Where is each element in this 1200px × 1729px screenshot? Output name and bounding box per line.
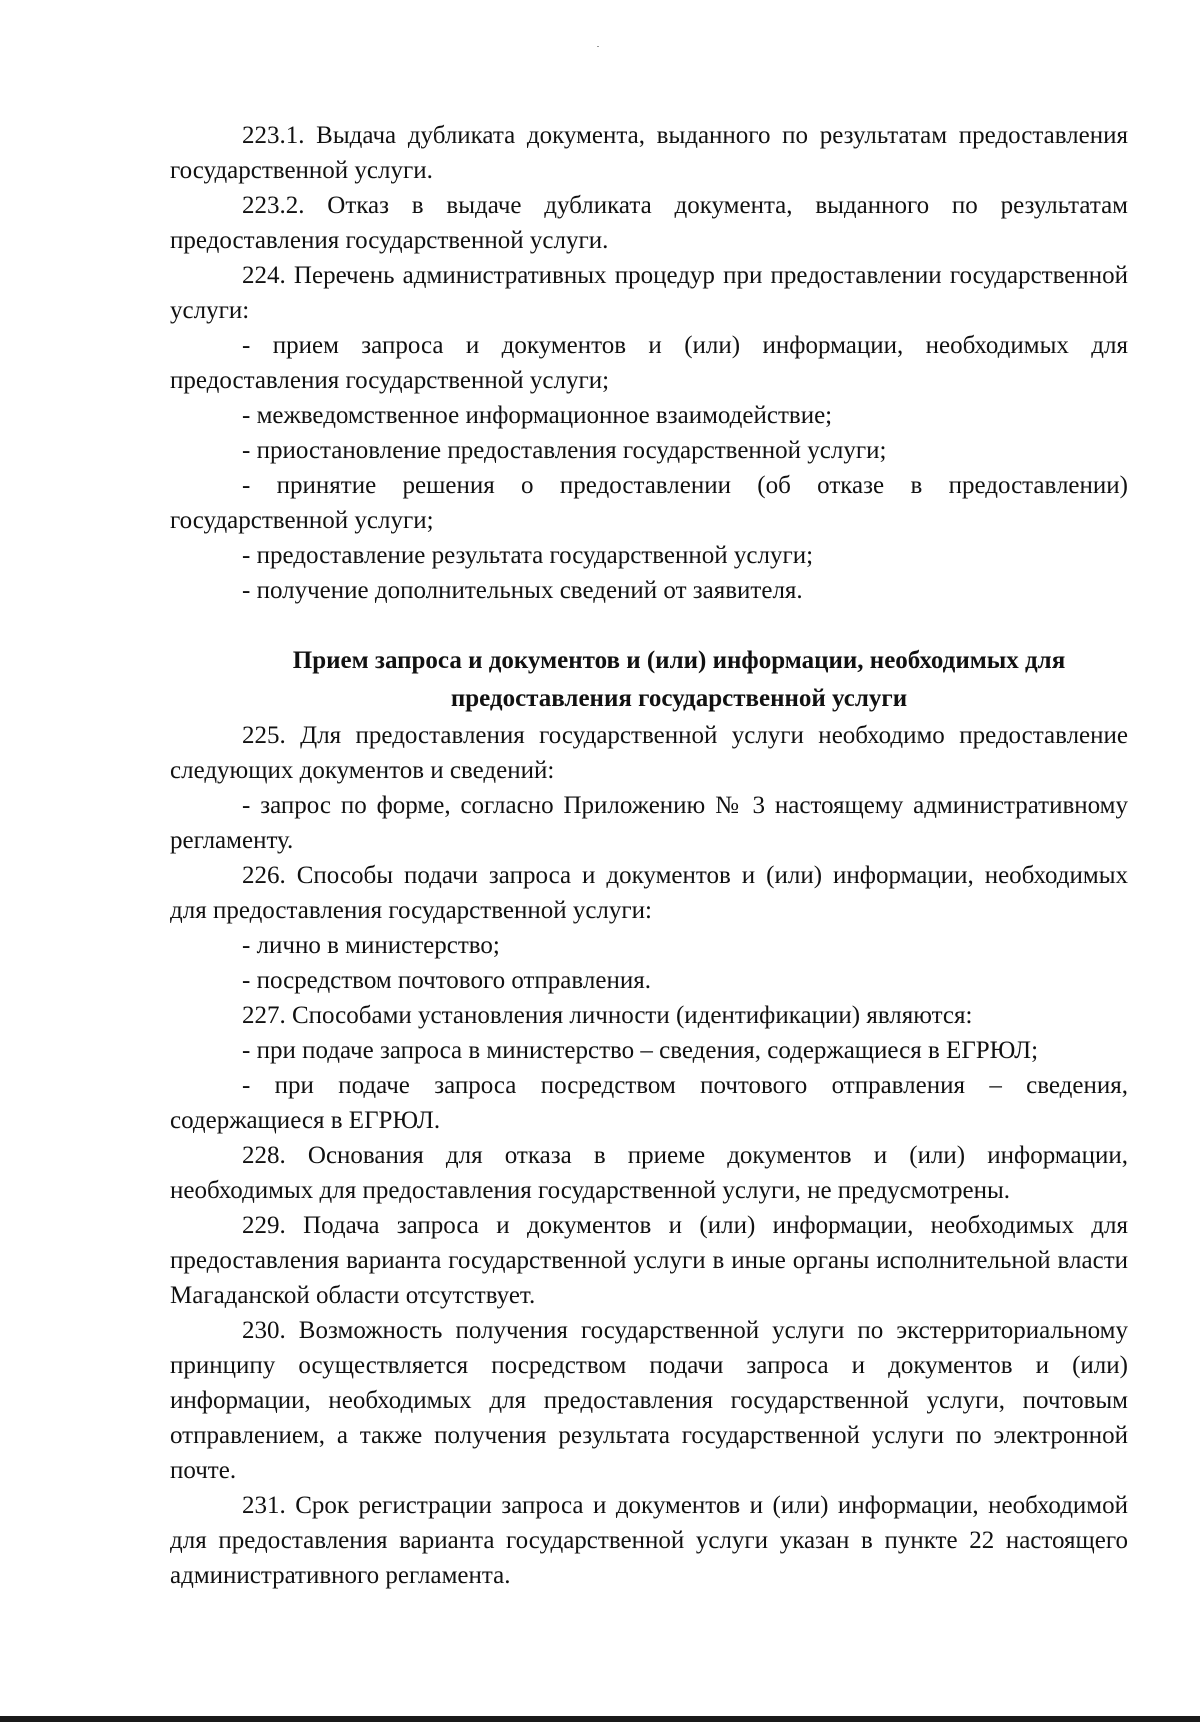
list-item-suspension: - приостановление предоставления государственной услуги; <box>242 437 887 464</box>
list-item-by-mail: - посредством почтового отправления. <box>242 967 651 994</box>
scan-dot <box>597 46 599 47</box>
list-item-receive-request: - прием запроса и документов и (или) информации, необходимых для предоставления государственной услуги; <box>170 332 1128 394</box>
list-item-additional-info: - получение дополнительных сведений от заявителя. <box>242 577 803 604</box>
list-item-in-person: - лично в министерство; <box>242 932 500 959</box>
bottom-edge-rule <box>0 1716 1200 1722</box>
paragraph-231: 231. Срок регистрации запроса и документов и (или) информации, необходимой для предоставления варианта государственной услуги указан в пункте 22 настоящего административного регламента. <box>170 1492 1128 1589</box>
list-item-identification-ministry: - при подаче запроса в министерство – сведения, содержащиеся в ЕГРЮЛ; <box>242 1037 1039 1064</box>
list-item-identification-mail: - при подаче запроса посредством почтового отправления – сведения, содержащиеся в ЕГРЮЛ. <box>170 1072 1128 1134</box>
paragraph-230: 230. Возможность получения государственной услуги по экстерриториальному принципу осуществляется посредством подачи запроса и документов и (или) информации, необходимых для предоставления государственной услуги, почтовым отправлением, а также получения результата государственной услуги по электронной почте. <box>170 1317 1128 1484</box>
paragraph-226: 226. Способы подачи запроса и документов и (или) информации, необходимых для предоставления государственной услуги: <box>170 862 1128 924</box>
paragraph-225: 225. Для предоставления государственной услуги необходимо предоставление следующих документов и сведений: <box>170 722 1128 784</box>
list-item-result: - предоставление результата государственной услуги; <box>242 542 814 569</box>
paragraph-229: 229. Подача запроса и документов и (или) информации, необходимых для предоставления варианта государственной услуги в иные органы исполнительной власти Магаданской области отсутствует. <box>170 1212 1128 1309</box>
list-item-decision: - принятие решения о предоставлении (об отказе в предоставлении) государственной услуги; <box>170 472 1128 534</box>
section-heading: Прием запроса и документов и (или) информации, необходимых для предоставления государственной услуги <box>292 647 1066 712</box>
list-item-interagency: - межведомственное информационное взаимодействие; <box>242 402 833 429</box>
document-body <box>170 118 1128 1593</box>
paragraph-223-2: 223.2. Отказ в выдаче дубликата документа, выданного по результатам предоставления государственной услуги. <box>170 192 1128 254</box>
paragraph-227: 227. Способами установления личности (идентификации) являются: <box>242 1002 973 1029</box>
paragraph-223-1: 223.1. Выдача дубликата документа, выданного по результатам предоставления государственной услуги. <box>170 122 1128 184</box>
paragraph-228: 228. Основания для отказа в приеме документов и (или) информации, необходимых для предоставления государственной услуги, не предусмотрены. <box>170 1142 1128 1204</box>
paragraph-224: 224. Перечень административных процедур при предоставлении государственной услуги: <box>170 262 1128 324</box>
list-item-request-form: - запрос по форме, согласно Приложению № 3 настоящему административному регламенту. <box>170 792 1128 854</box>
